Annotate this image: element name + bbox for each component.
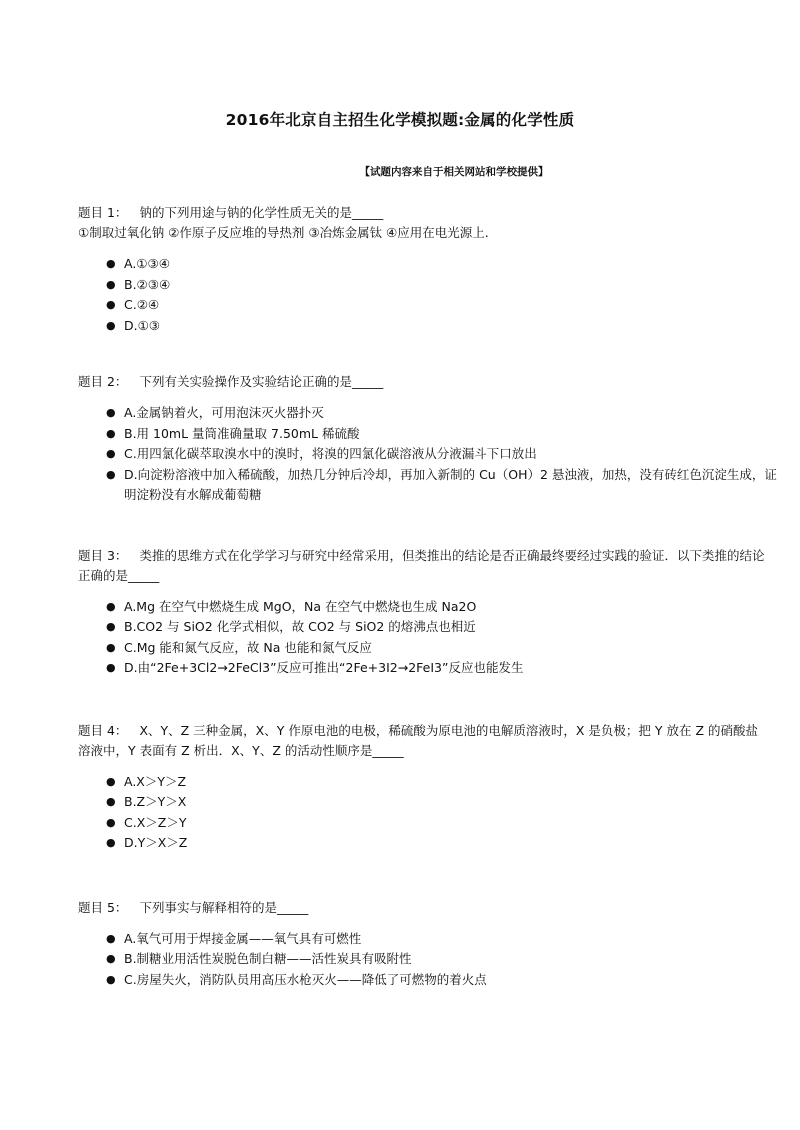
- bullet-icon: ●: [106, 277, 116, 291]
- bullet-icon: ●: [106, 836, 116, 849]
- option-a[interactable]: [106, 772, 784, 793]
- option-text: D.①③: [124, 317, 161, 333]
- option-text: D.Y＞X＞Z: [124, 835, 188, 850]
- option-text: B.制糖业用活性炭脱色制白糖——活性炭具有吸附性: [124, 951, 412, 966]
- question-number: 题目 4：: [78, 722, 128, 738]
- bullet-icon: ●: [106, 447, 116, 460]
- bullet-icon: ●: [106, 298, 116, 311]
- option-text: A.金属钠着火，可用泡沫灭火器扑灭: [124, 405, 324, 420]
- option-text: D.向淀粉溶液中加入稀硫酸，加热几分钟后冷却，再加入新制的 Cu（OH）2 悬浊液，加热，没有砖红色沉淀生成，证明淀粉没有水解成葡萄糖: [124, 466, 777, 502]
- option-text: C.房屋失火，消防队员用高压水枪灭火——降低了可燃物的着火点: [124, 971, 487, 987]
- option-c[interactable]: [106, 970, 784, 991]
- option-c[interactable]: [106, 813, 784, 834]
- option-list: [78, 403, 777, 506]
- question-statements: ①制取过氧化钠 ②作原子反应堆的导热剂 ③冶炼金属钛 ④应用在电光源上.: [78, 225, 489, 240]
- option-list: [78, 597, 760, 679]
- bullet-icon: ●: [106, 774, 116, 788]
- option-list: [78, 254, 760, 336]
- option-text: A.①③④: [124, 256, 170, 271]
- bullet-icon: ●: [106, 318, 116, 332]
- question-number: 题目 5：: [78, 899, 128, 915]
- bullet-icon: ●: [106, 640, 116, 654]
- question-stem: [78, 372, 768, 392]
- bullet-icon: ●: [106, 599, 116, 613]
- question-text: X、Y、Z 三种金属，X、Y 作原电池的电极，稀硫酸为原电池的电解质溶液时，X 是负极；把 Y 放在 Z 的硝酸盐溶液中，Y 表面有 Z 析出．X、Y、Z 的活动性顺序是_____: [78, 722, 758, 758]
- question-text: 钠的下列用途与钠的化学性质无关的是_____: [139, 205, 384, 220]
- option-list: [78, 772, 760, 854]
- question-5: [78, 898, 760, 991]
- option-text: A.X＞Y＞Z: [124, 773, 187, 789]
- option-b[interactable]: [106, 792, 784, 813]
- question-4: [78, 721, 760, 854]
- option-b[interactable]: [106, 275, 784, 296]
- question-text: 下列有关实验操作及实验结论正确的是_____: [139, 374, 384, 389]
- option-b[interactable]: [106, 424, 784, 445]
- option-a[interactable]: [106, 929, 784, 950]
- option-text: B.用 10mL 量筒准确量取 7.50mL 稀硫酸: [124, 425, 360, 441]
- option-c[interactable]: [106, 638, 784, 659]
- bullet-icon: ●: [106, 406, 116, 419]
- option-text: B.②③④: [124, 276, 171, 292]
- bullet-icon: ●: [106, 972, 116, 986]
- option-list: [78, 929, 760, 991]
- bullet-icon: ●: [106, 661, 116, 674]
- option-c[interactable]: [106, 444, 784, 465]
- bullet-icon: ●: [106, 467, 116, 481]
- bullet-icon: ●: [106, 952, 116, 965]
- option-text: A.Mg 在空气中燃烧生成 MgO，Na 在空气中燃烧也生成 Na2O: [124, 598, 477, 614]
- option-d[interactable]: [106, 833, 784, 854]
- question-number: 题目 3：: [78, 547, 128, 563]
- option-text: B.CO2 与 SiO2 化学式相似，故 CO2 与 SiO2 的熔沸点也相近: [124, 619, 476, 634]
- option-d[interactable]: [106, 658, 784, 679]
- option-a[interactable]: [106, 597, 784, 618]
- option-text: A.氧气可用于焊接金属——氧气具有可燃性: [124, 930, 362, 946]
- option-text: C.Mg 能和氮气反应，故 Na 也能和氮气反应: [124, 639, 372, 655]
- bullet-icon: ●: [106, 815, 116, 829]
- option-text: C.X＞Z＞Y: [124, 814, 187, 830]
- option-b[interactable]: [106, 949, 784, 970]
- option-d[interactable]: [106, 316, 784, 337]
- question-stem: [78, 898, 768, 918]
- bullet-icon: ●: [106, 257, 116, 270]
- option-text: C.用四氯化碳萃取溴水中的溴时，将溴的四氯化碳溶液从分液漏斗下口放出: [124, 446, 537, 461]
- bullet-icon: ●: [106, 620, 116, 633]
- option-a[interactable]: [106, 403, 784, 424]
- question-stem: [78, 203, 768, 223]
- bullet-icon: ●: [106, 931, 116, 945]
- bullet-icon: ●: [106, 795, 116, 808]
- bullet-icon: ●: [106, 426, 116, 440]
- question-number: 题目 1：: [78, 205, 128, 220]
- question-number: 题目 2：: [78, 374, 128, 389]
- question-text: 下列事实与解释相符的是_____: [139, 899, 309, 915]
- option-text: B.Z＞Y＞X: [124, 794, 187, 809]
- document-source: 【试题内容来自于相关网站和学校提供】: [359, 166, 549, 178]
- option-b[interactable]: [106, 617, 784, 638]
- question-stem: [78, 546, 768, 586]
- option-text: D.由“2Fe+3Cl2→2FeCl3”反应可推出“2Fe+3I2→2FeI3”反应也能发生: [124, 660, 524, 675]
- option-text: C.②④: [124, 297, 160, 312]
- question-stem: [78, 721, 768, 761]
- option-a[interactable]: [106, 254, 784, 275]
- question-text: 类推的思维方式在化学学习与研究中经常采用，但类推出的结论是否正确最终要经过实践的验证．以下类推的结论正确的是_____: [78, 547, 765, 583]
- question-3: [78, 546, 765, 679]
- document-title: 2016年北京自主招生化学模拟题:金属的化学性质: [225, 111, 575, 129]
- option-d[interactable]: [106, 465, 784, 506]
- option-c[interactable]: [106, 295, 784, 316]
- question-1: [78, 203, 760, 336]
- question-2: [78, 372, 777, 506]
